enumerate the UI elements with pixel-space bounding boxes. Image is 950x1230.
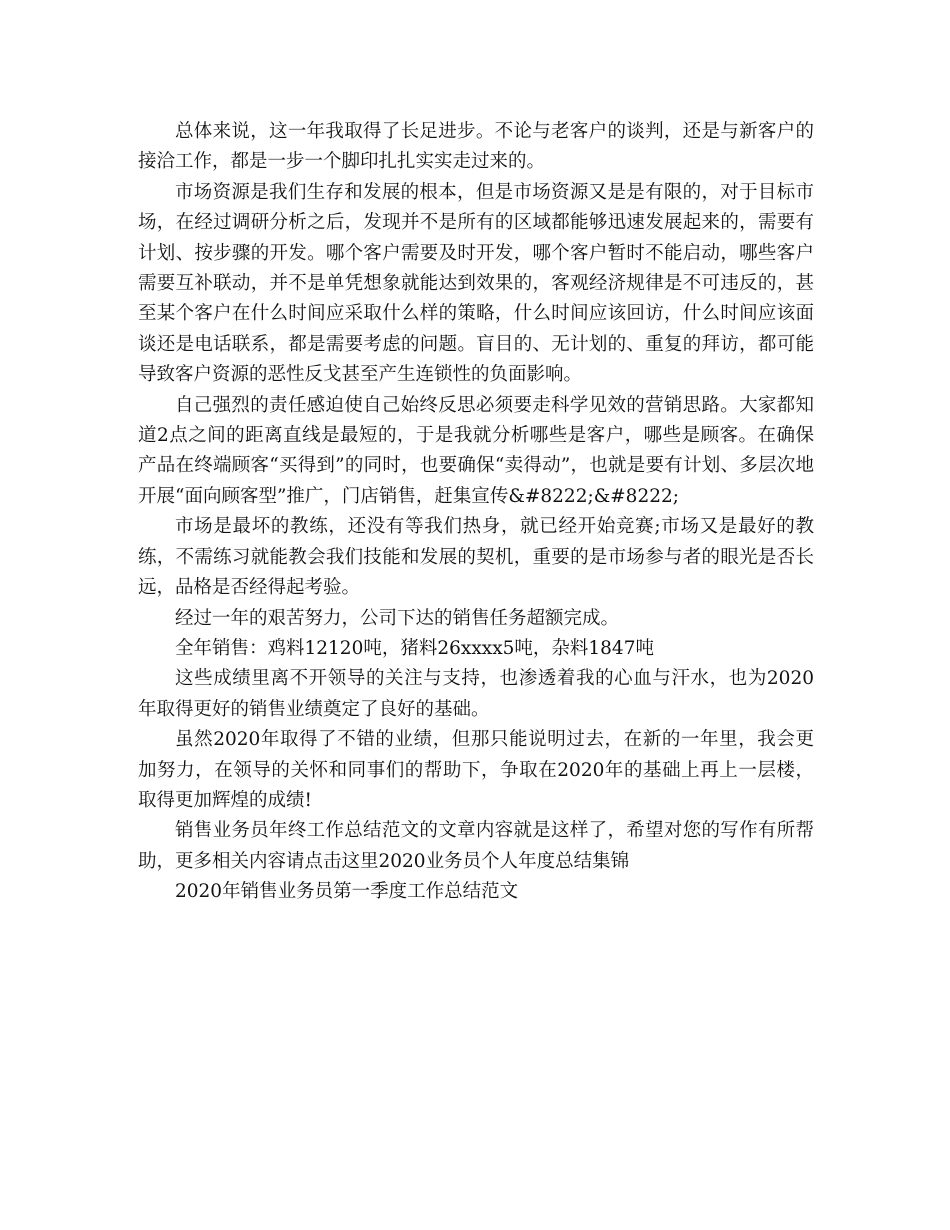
paragraph-next-year: 虽然2020年取得了不错的业绩，但那只能说明过去，在新的一年里，我会更加努力，在领导的关怀和同事们的帮助下，争取在2020年的基础上再上一层楼，取得更加辉煌的成绩!: [138, 729, 814, 811]
paragraph-market-coach: 市场是最坏的教练，还没有等我们热身，就已经开始竞赛;市场又是最好的教练，不需练习就能教会我们技能和发展的契机，重要的是市场参与者的眼光是否长远，品格是否经得起考验。: [138, 516, 814, 599]
paragraph-market-resources: 市场资源是我们生存和发展的根本，但是市场资源又是是有限的，对于目标市场，在经过调研分析之后，发现并不是所有的区域都能够迅速发展起来的，需要有计划、按步骤的开发。哪个客户需要及时开发，哪个客户暂时不能启动，哪些客户需要互补联动，并不是单凭想象就能达到效果的，客观经济规律是不可违反的，甚至某个客户在什么时间应采取什么样的策略，什么时间应该回访，什么时间应该面谈还是电话联系，都是需要考虑的问题。盲目的、无计划的、重复的拜访，都可能导致客户资源的恶性反戈甚至产生连锁性的负面影响。: [138, 181, 814, 386]
paragraph-achievements: 这些成绩里离不开领导的关注与支持，也渗透着我的心血与汗水，也为2020年取得更好的销售业绩奠定了良好的基础。: [138, 668, 814, 720]
paragraph-task-completed: 经过一年的艰苦努力，公司下达的销售任务超额完成。: [175, 607, 620, 629]
document-body: [138, 117, 814, 908]
paragraph-closing-note: 销售业务员年终工作总结范文的文章内容就是这样了，希望对您的写作有所帮助，更多相关内容请点击这里2020业务员个人年度总结集锦: [138, 820, 814, 872]
paragraph-marketing-thinking: 自己强烈的责任感迫使自己始终反思必须要走科学见效的营销思路。大家都知道2点之间的距离直线是最短的，于是我就分析哪些是客户，哪些是顾客。在确保产品在终端顾客“买得到”的同时，也要确保“卖得动”，也就是要有计划、多层次地开展“面向顾客型”推广，门店销售，赶集宣传&#8222;&#8222;: [138, 394, 814, 507]
paragraph-annual-sales: 全年销售：鸡料12120吨，猪料26xxxx5吨，杂料1847吨: [175, 637, 654, 659]
paragraph-related-title: 2020年销售业务员第一季度工作总结范文: [175, 881, 519, 903]
paragraph-summary-progress: 总体来说，这一年我取得了长足进步。不论与老客户的谈判，还是与新客户的接洽工作，都是一步一个脚印扎扎实实走过来的。: [138, 121, 814, 173]
